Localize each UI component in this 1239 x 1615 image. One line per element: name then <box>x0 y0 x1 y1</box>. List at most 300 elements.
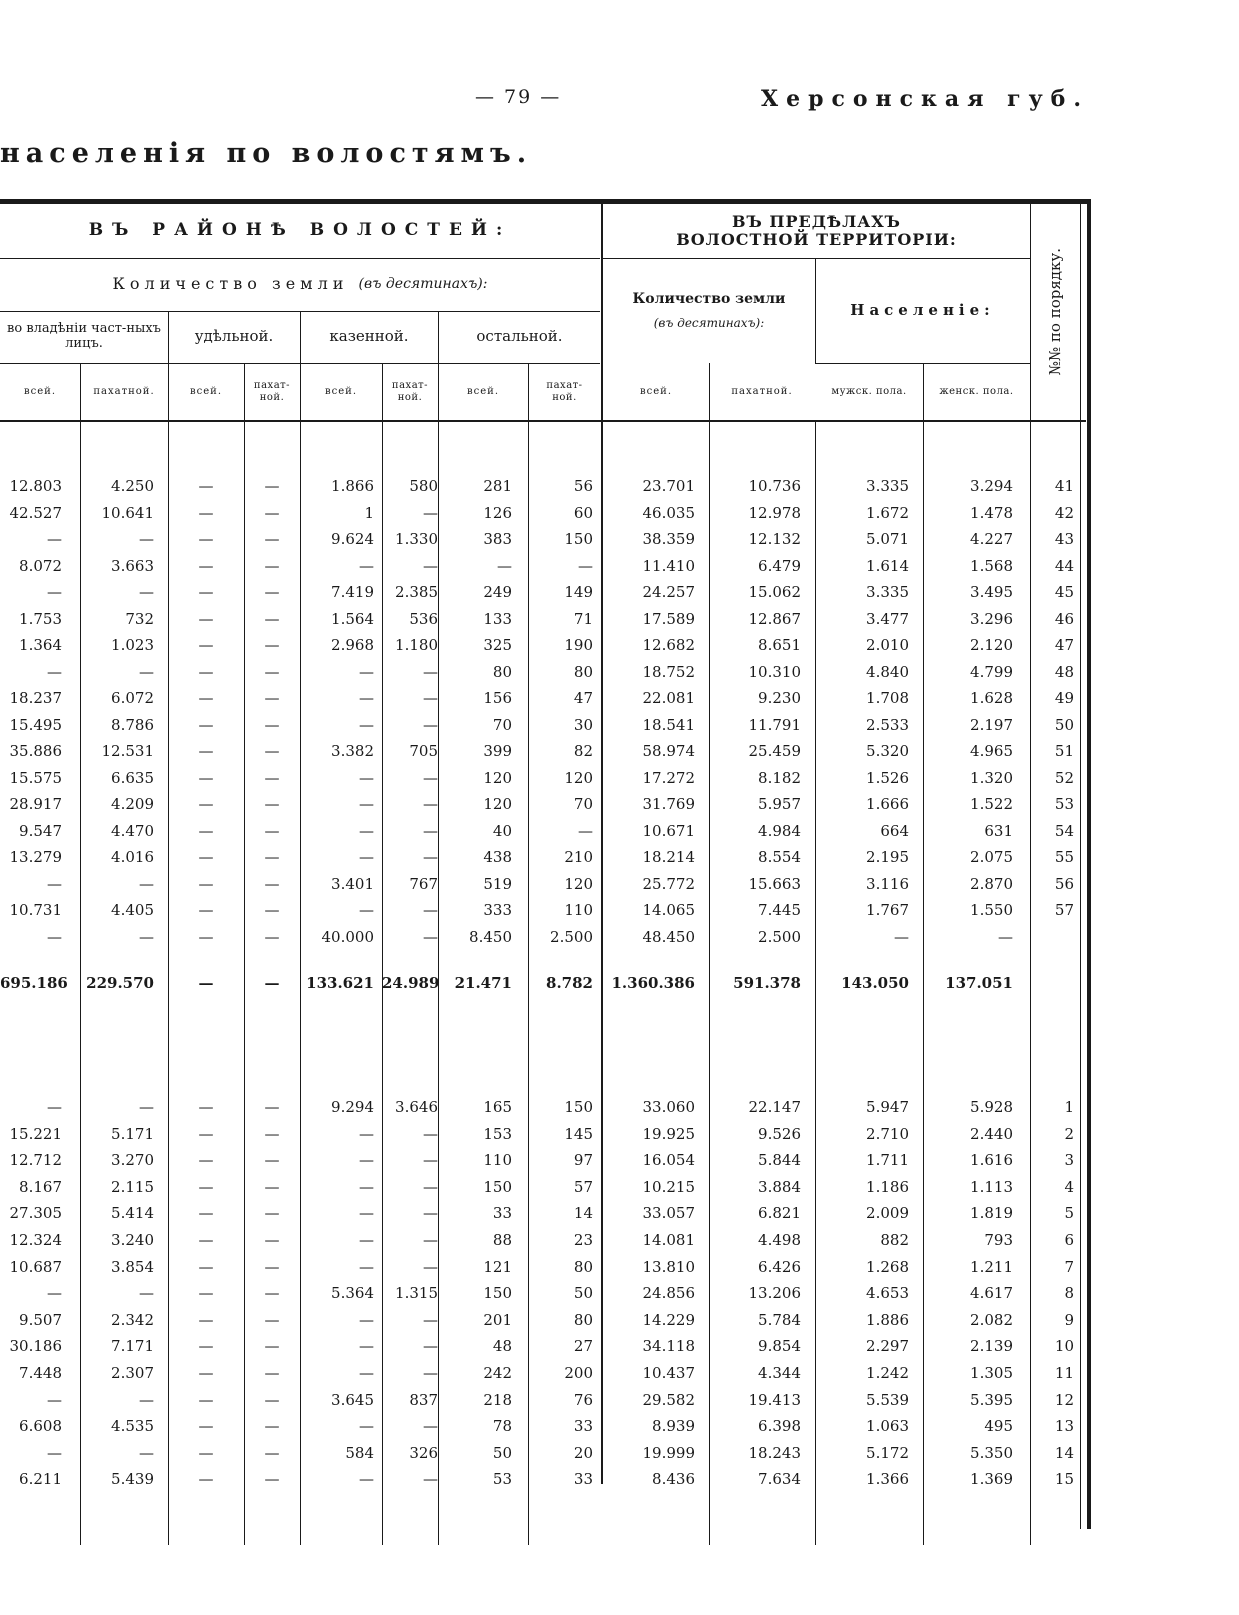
table-cell: 24.257 <box>642 583 695 601</box>
order-number-cell: 12 <box>1054 1390 1074 1409</box>
table-cell: 249 <box>483 583 512 601</box>
table-cell: 4.984 <box>758 821 801 840</box>
table-cell: 519 <box>483 874 512 893</box>
table-cell: 3.854 <box>111 1257 154 1276</box>
table-cell: 2.440 <box>970 1124 1013 1143</box>
header-state-arable: пахат-ной. <box>391 380 429 403</box>
table-cell: 33 <box>492 1204 512 1223</box>
table-cell: — <box>198 1124 214 1143</box>
table-cell: 1.522 <box>970 795 1013 813</box>
table-cell: — <box>359 556 374 575</box>
table-cell: — <box>139 530 154 548</box>
table-cell: 1.616 <box>970 1151 1013 1170</box>
table-cell: 1.550 <box>970 901 1013 919</box>
table-cell: 3.335 <box>866 583 909 601</box>
table-cell: 143.050 <box>841 974 909 992</box>
table-cell: 1.366 <box>866 1470 909 1489</box>
table-cell: — <box>264 1257 280 1276</box>
table-cell: 1.767 <box>866 901 909 919</box>
land-qty-label: Количество земли <box>112 274 349 294</box>
order-number-cell: 57 <box>1054 901 1074 919</box>
table-cell: 218 <box>483 1390 512 1409</box>
table-cell: — <box>264 609 280 628</box>
table-cell: 48.450 <box>642 927 695 946</box>
table-cell: 150 <box>483 1284 512 1303</box>
table-cell: 333 <box>483 901 512 919</box>
table-cell: — <box>264 1098 280 1116</box>
table-cell: 1.711 <box>866 1151 909 1170</box>
table-cell: 4.405 <box>111 901 154 919</box>
table-cell: 325 <box>483 636 512 654</box>
table-cell: 2.195 <box>866 848 909 866</box>
order-number-cell: 48 <box>1054 662 1074 681</box>
table-cell: — <box>264 927 280 946</box>
table-cell: — <box>47 583 62 601</box>
table-cell: — <box>264 662 280 681</box>
table-cell: 4.250 <box>111 477 154 495</box>
table-cell: 536 <box>409 609 438 628</box>
table-row <box>0 607 1089 631</box>
table-cell: — <box>423 795 438 813</box>
table-row <box>0 1308 1089 1332</box>
table-cell: 21.471 <box>454 974 512 992</box>
header-other-all: всей. <box>467 385 499 397</box>
table-cell: 3.335 <box>866 477 909 495</box>
table-cell: 591.378 <box>733 974 801 992</box>
table-cell: 18.237 <box>9 689 62 707</box>
order-number-cell <box>1030 925 1074 949</box>
table-cell: — <box>139 1390 154 1409</box>
table-cell: — <box>139 927 154 946</box>
table-cell: — <box>359 1151 374 1170</box>
table-cell: 5.320 <box>866 742 909 760</box>
table-cell: — <box>264 901 280 919</box>
table-cell: — <box>423 1257 438 1276</box>
table-cell: 5.414 <box>111 1204 154 1223</box>
table-cell: 4.653 <box>866 1284 909 1303</box>
table-cell: 8.072 <box>19 556 62 575</box>
table-cell: 210 <box>564 848 593 866</box>
table-cell: — <box>198 636 214 654</box>
table-cell: — <box>198 974 214 992</box>
table-cell: 2.297 <box>866 1337 909 1356</box>
table-row <box>0 1228 1089 1252</box>
table-cell: 1.753 <box>19 609 62 628</box>
order-number-cell: 11 <box>1054 1364 1074 1382</box>
table-cell: 40 <box>492 821 512 840</box>
table-cell: 8.939 <box>652 1417 695 1436</box>
table-cell: — <box>264 689 280 707</box>
table-cell: — <box>359 1417 374 1436</box>
table-cell: 25.772 <box>642 874 695 893</box>
table-cell: 837 <box>409 1390 438 1409</box>
table-cell: 19.999 <box>642 1443 695 1462</box>
table-cell: 14.065 <box>642 901 695 919</box>
table-cell: 15.221 <box>9 1124 62 1143</box>
table-cell: — <box>264 874 280 893</box>
table-cell: 10.736 <box>748 477 801 495</box>
table-row <box>0 766 1089 790</box>
table-cell: 7.634 <box>758 1470 801 1489</box>
table-cell: 12.324 <box>9 1231 62 1249</box>
table-cell: — <box>423 556 438 575</box>
table-cell: 19.925 <box>642 1124 695 1143</box>
table-cell: 11.791 <box>748 715 801 734</box>
table-cell: 1.211 <box>970 1257 1013 1276</box>
table-cell: 4.535 <box>111 1417 154 1436</box>
header-land-quantity <box>0 258 600 311</box>
table-cell: 82 <box>573 742 593 760</box>
table-row <box>0 686 1089 710</box>
table-cell: 6.211 <box>19 1470 62 1489</box>
table-row <box>0 1095 1089 1119</box>
table-cell: 281 <box>483 477 512 495</box>
running-head: Херсонская губ. <box>761 86 1089 112</box>
table-cell: 17.589 <box>642 609 695 628</box>
table-total-row <box>0 971 1089 995</box>
table-cell: 15.663 <box>748 874 801 893</box>
table-row <box>0 925 1089 949</box>
table-row <box>0 1122 1089 1146</box>
table-row <box>0 633 1089 657</box>
order-number-cell: 43 <box>1054 530 1074 548</box>
table-cell: — <box>198 1177 214 1196</box>
table-cell: 120 <box>483 768 512 787</box>
table-cell: 2.120 <box>970 636 1013 654</box>
order-number-cell: 54 <box>1054 821 1074 840</box>
table-cell: 1.568 <box>970 556 1013 575</box>
table-cell: 24.856 <box>642 1284 695 1303</box>
table-cell: 35.886 <box>9 742 62 760</box>
table-row <box>0 660 1089 684</box>
table-cell: — <box>47 1098 62 1116</box>
table-cell: 48 <box>492 1337 512 1356</box>
table-cell: 9.294 <box>331 1098 374 1116</box>
table-cell: — <box>198 874 214 893</box>
table-cell: — <box>198 530 214 548</box>
table-cell: 1.666 <box>866 795 909 813</box>
table-row <box>0 527 1089 551</box>
table-cell: — <box>198 477 214 495</box>
table-cell: 1.478 <box>970 503 1013 522</box>
table-cell: 78 <box>492 1417 512 1436</box>
table-cell: 2.075 <box>970 848 1013 866</box>
table-cell: 5.844 <box>758 1151 801 1170</box>
table-cell: 7.171 <box>111 1337 154 1356</box>
table-cell: 38.359 <box>642 530 695 548</box>
table-cell: — <box>47 1443 62 1462</box>
order-number-cell: 45 <box>1054 583 1074 601</box>
table-cell: 580 <box>409 477 438 495</box>
table-cell: 5.784 <box>758 1310 801 1329</box>
table-cell: 242 <box>483 1364 512 1382</box>
table-cell: 10.641 <box>101 503 154 522</box>
table-cell: 27.305 <box>9 1204 62 1223</box>
table-cell: — <box>198 1337 214 1356</box>
table-cell: 13.279 <box>9 848 62 866</box>
table-cell: 201 <box>483 1310 512 1329</box>
table-cell: — <box>264 477 280 495</box>
table-cell: 1.614 <box>866 556 909 575</box>
table-cell: 1.369 <box>970 1470 1013 1489</box>
order-number-cell: 13 <box>1054 1417 1074 1436</box>
order-number-cell: 14 <box>1054 1443 1074 1462</box>
table-cell: 6.072 <box>111 689 154 707</box>
table-cell: — <box>139 1098 154 1116</box>
table-cell: 8.436 <box>652 1470 695 1489</box>
table-cell: — <box>264 1337 280 1356</box>
table-row <box>0 1388 1089 1412</box>
table-cell: — <box>139 1284 154 1303</box>
table-cell: — <box>198 1417 214 1436</box>
table-cell: 50 <box>573 1284 593 1303</box>
order-number-cell: 55 <box>1054 848 1074 866</box>
table-row <box>0 898 1089 922</box>
table-cell: — <box>198 1204 214 1223</box>
table-cell: 7.445 <box>758 901 801 919</box>
table-cell: 31.769 <box>642 795 695 813</box>
table-cell: — <box>264 1417 280 1436</box>
table-cell: — <box>198 821 214 840</box>
table-row <box>0 1281 1089 1305</box>
table-cell: — <box>198 1151 214 1170</box>
table-cell: — <box>578 821 593 840</box>
table-cell: 76 <box>573 1390 593 1409</box>
table-row <box>0 1467 1089 1491</box>
table-cell: 70 <box>573 795 593 813</box>
table-cell: 229.570 <box>86 974 154 992</box>
table-cell: — <box>198 927 214 946</box>
table-cell: 732 <box>125 609 154 628</box>
table-cell: 8.182 <box>758 768 801 787</box>
table-cell: 12.682 <box>642 636 695 654</box>
table-cell: — <box>198 742 214 760</box>
table-cell: 10.437 <box>642 1364 695 1382</box>
table-cell: 4.209 <box>111 795 154 813</box>
table-cell: 3.663 <box>111 556 154 575</box>
table-cell: — <box>423 848 438 866</box>
table-row <box>0 845 1089 869</box>
table-row <box>0 1441 1089 1465</box>
order-number-cell: 1 <box>1064 1098 1074 1116</box>
table-cell: 46.035 <box>642 503 695 522</box>
table-cell: — <box>264 1284 280 1303</box>
table-cell: — <box>423 901 438 919</box>
table-cell: 10.731 <box>9 901 62 919</box>
table-cell: 3.884 <box>758 1177 801 1196</box>
header-territory-arable: пахатной. <box>731 385 793 397</box>
order-number-cell: 6 <box>1064 1231 1074 1249</box>
table-cell: — <box>359 715 374 734</box>
table-cell: 6.479 <box>758 556 801 575</box>
table-cell: — <box>264 795 280 813</box>
table-cell: — <box>198 1231 214 1249</box>
table-cell: 5.539 <box>866 1390 909 1409</box>
table-cell: 2.385 <box>395 583 438 601</box>
table-cell: — <box>423 1470 438 1489</box>
table-cell: 22.081 <box>642 689 695 707</box>
table-cell: 5.395 <box>970 1390 1013 1409</box>
table-cell: 1.526 <box>866 768 909 787</box>
table-cell: — <box>198 556 214 575</box>
table-cell: 4.498 <box>758 1231 801 1249</box>
table-cell: — <box>359 1470 374 1489</box>
table-cell: 2.710 <box>866 1124 909 1143</box>
table-cell: 2.500 <box>758 927 801 946</box>
table-cell: 882 <box>880 1231 909 1249</box>
table-cell: 4.344 <box>758 1364 801 1382</box>
table-row <box>0 739 1089 763</box>
table-cell: 1.320 <box>970 768 1013 787</box>
table-cell: 3.645 <box>331 1390 374 1409</box>
order-number-cell: 53 <box>1054 795 1074 813</box>
table-cell: 8.786 <box>111 715 154 734</box>
order-number-cell: 4 <box>1064 1177 1074 1196</box>
table-cell: 3.477 <box>866 609 909 628</box>
table-cell: — <box>359 1364 374 1382</box>
table-cell: — <box>198 689 214 707</box>
table-cell: — <box>264 1177 280 1196</box>
table-cell: 137.051 <box>945 974 1013 992</box>
table-cell: 2.533 <box>866 715 909 734</box>
table-row <box>0 872 1089 896</box>
table-cell: 33.060 <box>642 1098 695 1116</box>
table-cell: — <box>359 1231 374 1249</box>
table-cell: 60 <box>573 503 593 522</box>
header-private-owners: во владѣніи част-ныхъ лицъ. <box>7 321 161 351</box>
order-number-cell: 8 <box>1064 1284 1074 1303</box>
table-cell: 12.132 <box>748 530 801 548</box>
table-cell: — <box>47 662 62 681</box>
table-cell: 80 <box>573 1257 593 1276</box>
table-cell: 120 <box>564 874 593 893</box>
table-cell: 56 <box>573 477 593 495</box>
table-cell: 1.113 <box>970 1177 1013 1196</box>
table-cell: 18.243 <box>748 1443 801 1462</box>
table-cell: — <box>198 1470 214 1489</box>
table-cell: 18.752 <box>642 662 695 681</box>
table-cell: 57 <box>573 1177 593 1196</box>
table-cell: 42.527 <box>9 503 62 522</box>
table-cell: 8.450 <box>469 927 512 946</box>
table-cell: 23.701 <box>642 477 695 495</box>
table-cell: 30.186 <box>9 1337 62 1356</box>
table-cell: 6.426 <box>758 1257 801 1276</box>
header-state-all: всей. <box>325 385 357 397</box>
table-cell: — <box>264 1310 280 1329</box>
table-cell: — <box>423 1337 438 1356</box>
header-district-group: ВЪ РАЙОНѢ ВОЛОСТЕЙ: <box>88 220 512 241</box>
table-cell: 2.968 <box>331 636 374 654</box>
table-cell: 3.646 <box>395 1098 438 1116</box>
table-cell: — <box>359 1204 374 1223</box>
table-cell: 6.398 <box>758 1417 801 1436</box>
table-cell: 80 <box>492 662 512 681</box>
table-cell: 8.651 <box>758 636 801 654</box>
table-cell: — <box>264 974 280 992</box>
table-cell: — <box>423 1310 438 1329</box>
table-cell: 1.305 <box>970 1364 1013 1382</box>
table-cell: 5.364 <box>331 1284 374 1303</box>
table-cell: 12.531 <box>101 742 154 760</box>
table-cell: 12.867 <box>748 609 801 628</box>
table-cell: 15.575 <box>9 768 62 787</box>
table-cell: — <box>423 503 438 522</box>
header-other-arable: пахат-ной. <box>546 380 583 403</box>
table-row <box>0 1414 1089 1438</box>
table-cell: 126 <box>483 503 512 522</box>
table-cell: — <box>264 1443 280 1462</box>
table-cell: — <box>423 1204 438 1223</box>
table-cell: 70 <box>492 715 512 734</box>
table-cell: 14.081 <box>642 1231 695 1249</box>
table-cell: 97 <box>573 1151 593 1170</box>
table-cell: 1.315 <box>395 1284 438 1303</box>
table-row <box>0 580 1089 604</box>
table-cell: — <box>359 1310 374 1329</box>
table-cell: 71 <box>573 609 593 628</box>
table-cell: 150 <box>564 1098 593 1116</box>
table-cell: 18.214 <box>642 848 695 866</box>
order-number-cell: 15 <box>1054 1470 1074 1489</box>
table-cell: — <box>998 927 1013 946</box>
table-cell: 149 <box>564 583 593 601</box>
table-cell: — <box>497 556 512 575</box>
header-appanage-arable: пахат-ной. <box>253 380 291 403</box>
table-cell: 4.799 <box>970 662 1013 681</box>
table-cell: — <box>359 795 374 813</box>
table-cell: — <box>198 583 214 601</box>
table-cell: 9.526 <box>758 1124 801 1143</box>
table-cell: — <box>423 1177 438 1196</box>
table-cell: 200 <box>564 1364 593 1382</box>
table-cell: 3.294 <box>970 477 1013 495</box>
table-cell: — <box>264 530 280 548</box>
table-cell: — <box>47 1390 62 1409</box>
table-cell: 8.167 <box>19 1177 62 1196</box>
table-cell: 1.364 <box>19 636 62 654</box>
table-cell: — <box>423 1417 438 1436</box>
table-cell: — <box>139 583 154 601</box>
table-cell: 13.810 <box>642 1257 695 1276</box>
header-state: казенной. <box>329 327 409 346</box>
table-cell: 1.866 <box>331 477 374 495</box>
table-cell: — <box>423 821 438 840</box>
table-cell: — <box>264 1470 280 1489</box>
table-cell: 9.547 <box>19 821 62 840</box>
table-cell: 705 <box>409 742 438 760</box>
table-cell: — <box>139 662 154 681</box>
page-title: населенія по волостямъ. <box>0 138 533 169</box>
table-row <box>0 554 1089 578</box>
table-cell: — <box>264 1364 280 1382</box>
table-cell: 7.448 <box>19 1364 62 1382</box>
order-number-cell: 46 <box>1054 609 1074 628</box>
table-cell: 10.687 <box>9 1257 62 1276</box>
table-cell: — <box>198 1257 214 1276</box>
header-territory-land <box>603 258 815 363</box>
order-number-cell: 9 <box>1064 1310 1074 1329</box>
table-cell: 27 <box>573 1337 593 1356</box>
table-cell: 11.410 <box>642 556 695 575</box>
table-cell: — <box>198 795 214 813</box>
table-cell: 1.564 <box>331 609 374 628</box>
table-cell: 28.917 <box>9 795 62 813</box>
order-number-cell: 5 <box>1064 1204 1074 1223</box>
table-cell: 22.147 <box>748 1098 801 1116</box>
table-cell: — <box>139 1443 154 1462</box>
table-cell: 5.171 <box>111 1124 154 1143</box>
